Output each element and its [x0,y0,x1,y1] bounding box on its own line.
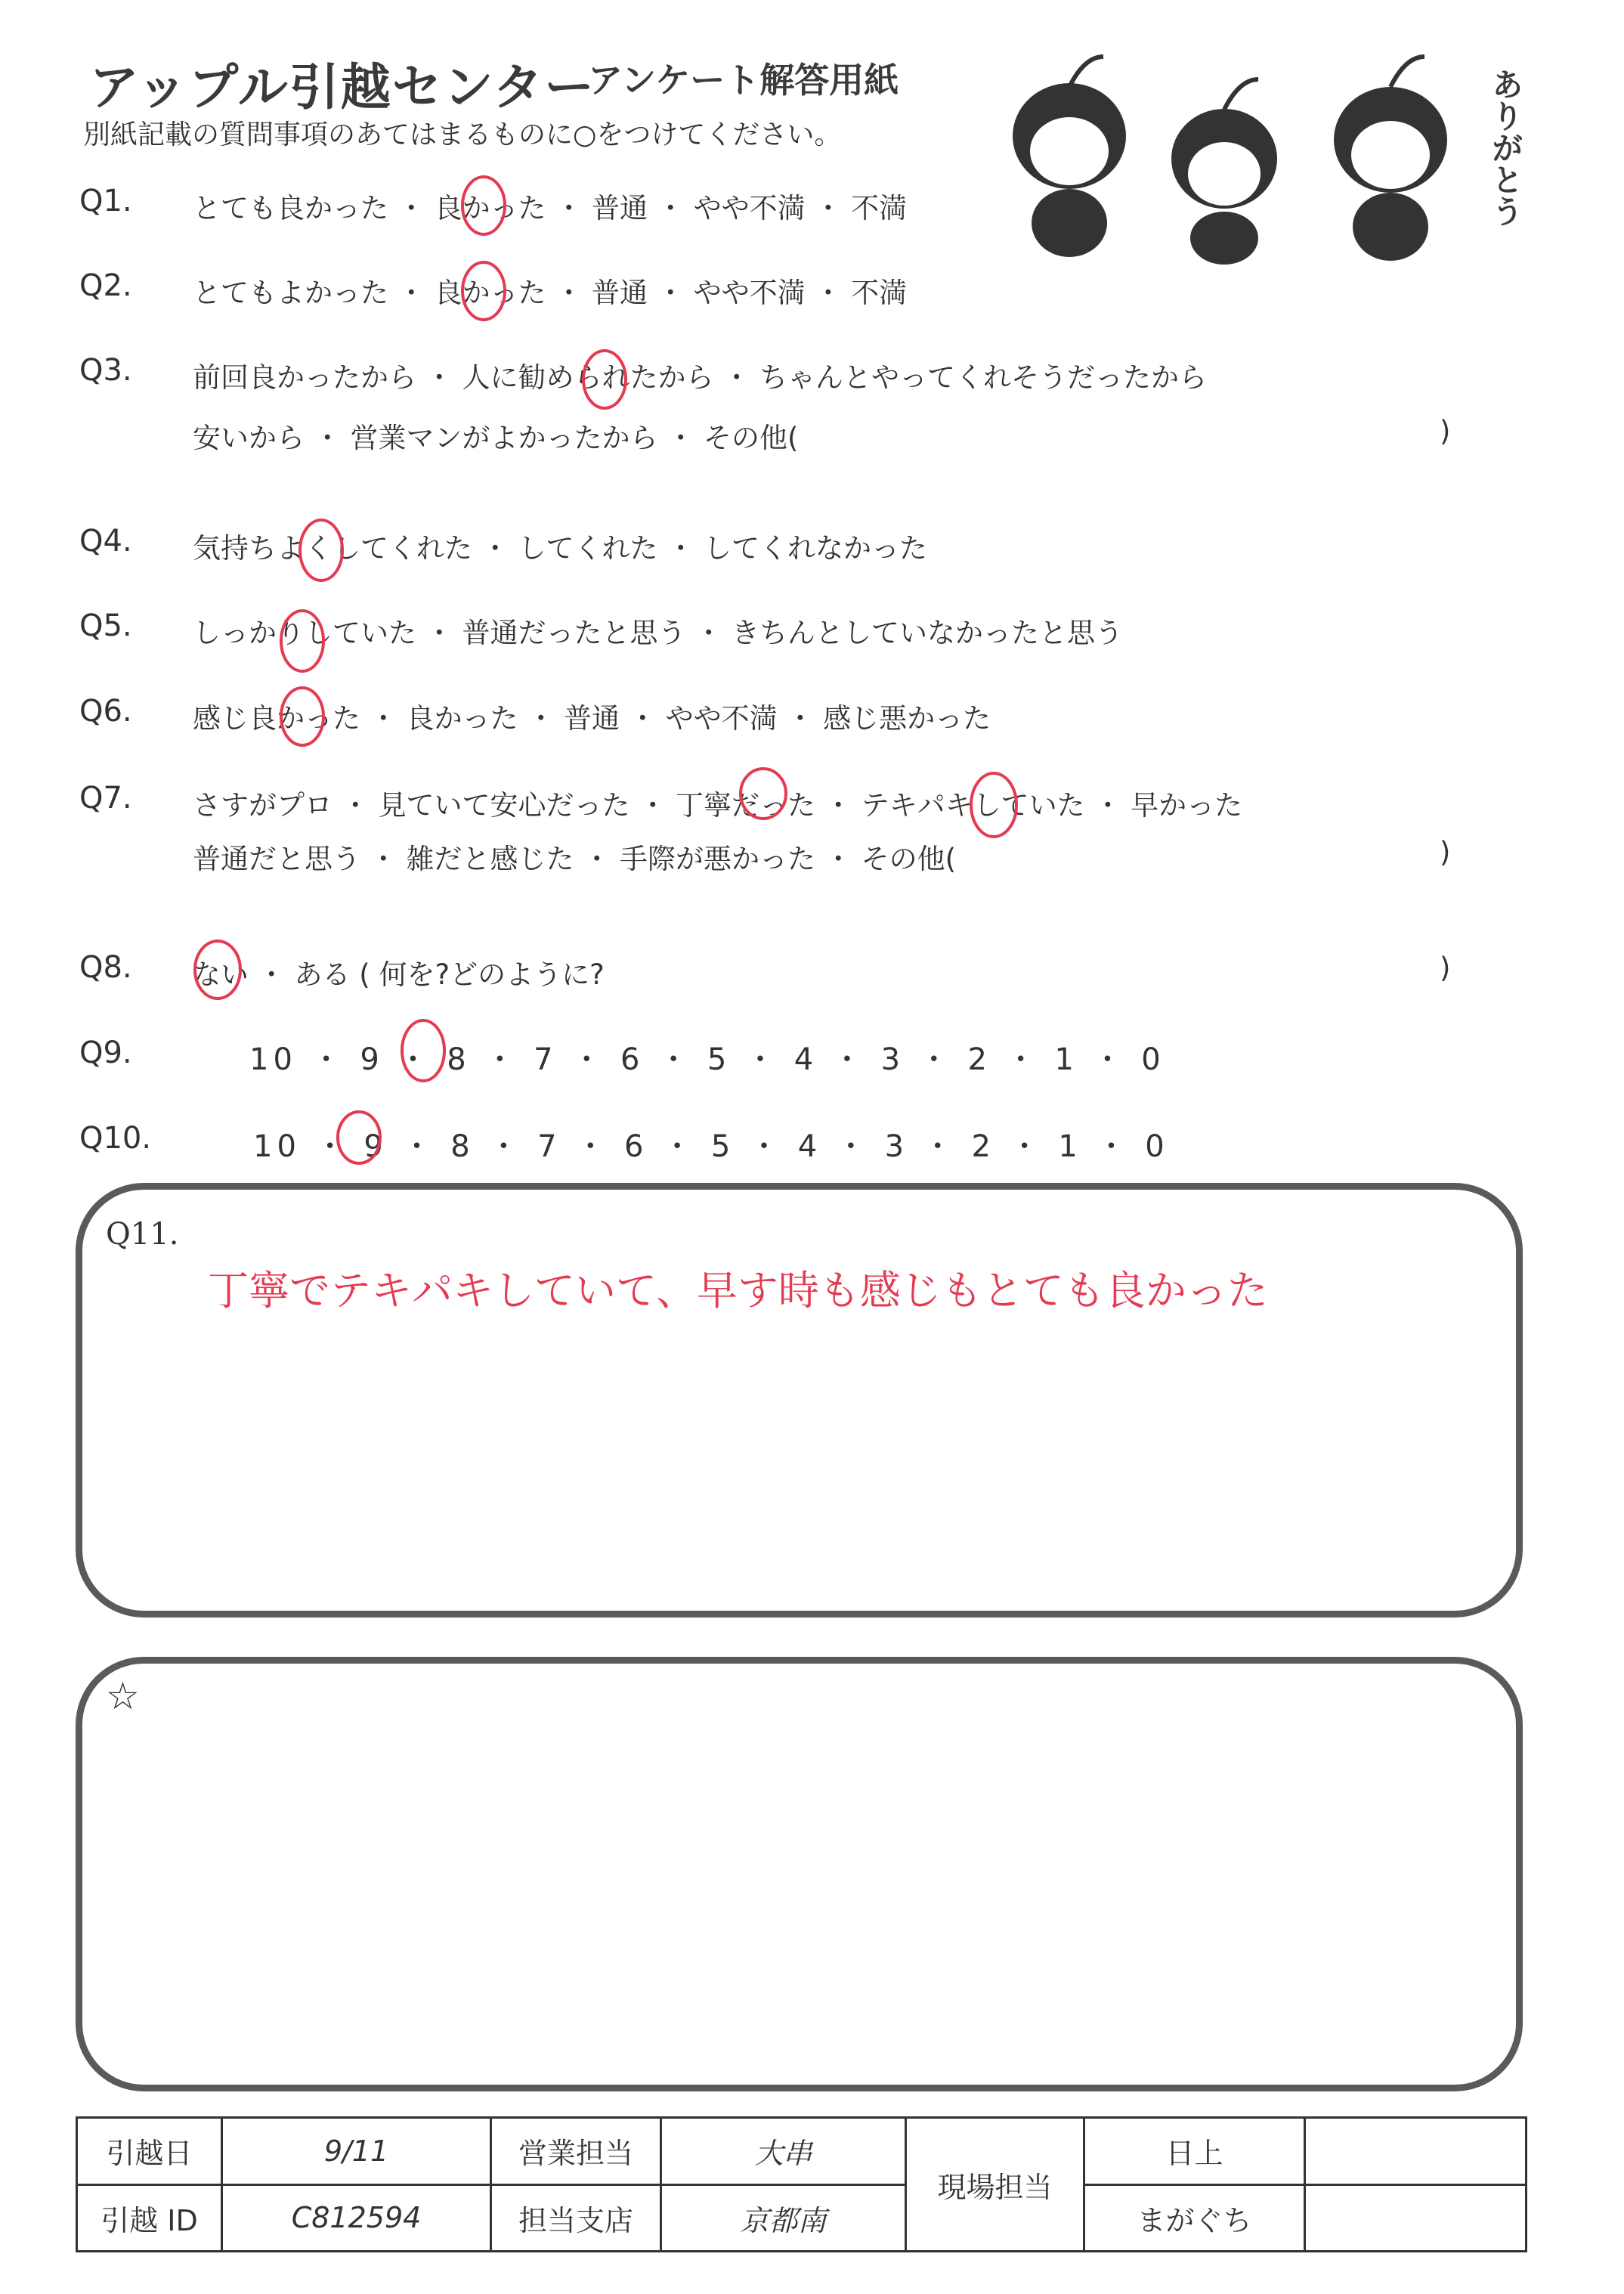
monkey-icon [1013,57,1126,257]
question-options: 安いから ・ 営業マンがよかったから ・ その他( [193,422,799,454]
branch-label: 担当支店 [491,2184,661,2252]
question-label: Q10. [79,1121,152,1156]
q11-handwritten-answer: 丁寧でテキパキしていて、早す時も感じもとても良かった [208,1267,1268,1314]
empty-cell [1305,2184,1527,2252]
empty-cell [1305,2118,1527,2185]
site-value: まがぐち [1084,2184,1305,2252]
footer-info-table [76,2116,1527,2252]
question-options: 前回良かったから ・ 人に勧められたから ・ ちゃんとやってくれそうだったから [193,361,1208,394]
question-options: 感じ良かった ・ 良かった ・ 普通 ・ やや不満 ・ 感じ悪かった [193,702,991,735]
rating-scale: 10 ・ 9 ・ 8 ・ 7 ・ 6 ・ 5 ・ 4 ・ 3 ・ 2 ・ 1 ・ 0 [253,1129,1169,1164]
instruction-text: 別紙記載の質問事項のあてはまるものに○をつけてください。 [83,119,842,150]
question-label: Q1. [79,184,132,218]
sales-value: 大串 [661,2118,906,2185]
question-options: 普通だと思う ・ 雑だと感じた ・ 手際が悪かった ・ その他( [193,843,957,875]
question-label: Q9. [79,1036,132,1070]
monkey-mascots-illustration [982,45,1527,265]
site-label: 現場担当 [906,2118,1084,2252]
sheet-subtitle: アンケート解答用紙 [588,60,899,101]
question-options: 気持ちよくしてくれた ・ してくれた ・ してくれなかった [193,532,928,565]
monkey-icon [1171,79,1277,265]
question-options: ない ・ ある ( 何を?どのように? [193,958,605,991]
sales-label: 営業担当 [491,2118,661,2185]
monkey-icon [1334,57,1447,261]
move-date-label: 引越日 [77,2118,222,2185]
move-date-value: 9/11 [222,2118,491,2185]
question-label: Q3. [79,353,132,388]
branch-value: 京都南 [661,2184,906,2252]
question-label: Q2. [79,268,132,303]
q11-comment-box [76,1183,1523,1618]
question-options: とても良かった ・ 良かった ・ 普通 ・ やや不満 ・ 不満 [193,192,908,224]
question-options: とてもよかった ・ 良かった ・ 普通 ・ やや不満 ・ 不満 [193,277,908,309]
question-label: Q7. [79,781,132,816]
mascot-caption: ありがとう [1487,68,1524,227]
move-id-value: C812594 [222,2184,491,2252]
question-label: Q8. [79,950,132,985]
question-options: さすがプロ ・ 見ていて安心だった ・ 丁寧だった ・ テキパキしていた ・ 早かった [193,789,1243,822]
question-options: しっかりしていた ・ 普通だったと思う ・ きちんとしていなかったと思う [193,617,1124,649]
star-comment-box [76,1657,1523,2091]
site-value: 日上 [1084,2118,1305,2185]
other-close-paren: ) [1440,952,1451,984]
star-label: ☆ [106,1674,140,1718]
question-label: Q4. [79,524,132,559]
other-close-paren: ) [1440,415,1451,447]
question-label: Q6. [79,694,132,729]
brand-title: アップル引越センター [89,58,596,116]
q11-label: Q11. [106,1217,179,1252]
move-id-label: 引越 ID [77,2184,222,2252]
rating-scale: 10 ・ 9 ・ 8 ・ 7 ・ 6 ・ 5 ・ 4 ・ 3 ・ 2 ・ 1 ・ 0 [249,1042,1165,1077]
other-close-paren: ) [1440,836,1451,868]
question-label: Q5. [79,608,132,643]
